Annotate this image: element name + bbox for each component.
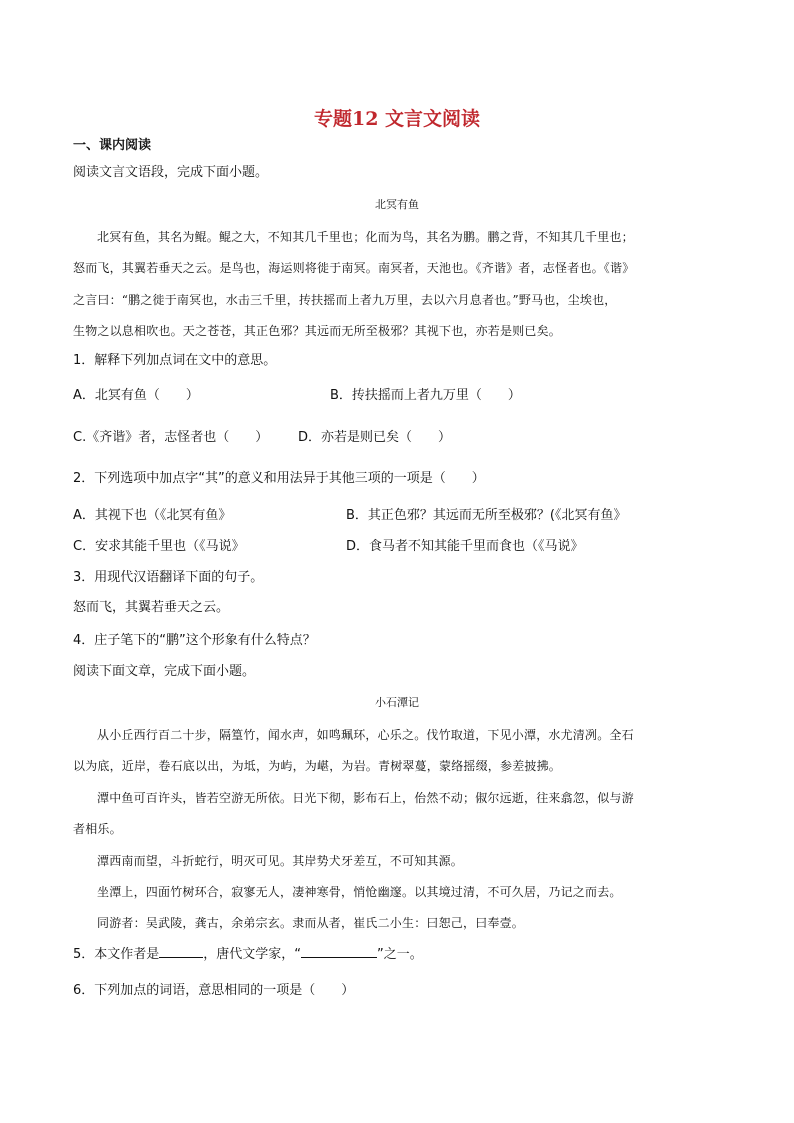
question-stem xyxy=(73,945,423,964)
option-a: A．北冥有鱼（ ） xyxy=(73,388,199,403)
instruction-text: 阅读下面文章，完成下面小题。 xyxy=(73,664,256,679)
option-a: A．其视下也（《北冥有鱼》 xyxy=(73,508,232,523)
passage-line: 坐潭上，四面竹树环合，寂寥无人，凄神寒骨，悄怆幽邃。以其境过清，不可久居，乃记之而去。 xyxy=(97,885,622,899)
passage-title: 北冥有鱼 xyxy=(375,198,419,211)
passage-line: 同游者：吴武陵，龚古，余弟宗玄。隶而从者，崔氏二小生：曰恕己，曰奉壹。 xyxy=(97,916,525,930)
question-text: ，唐代文学家，“ xyxy=(203,947,302,962)
section-heading: 一、课内阅读 xyxy=(73,138,152,153)
passage-line: 生物之以息相吹也。天之苍苍，其正色邪？其远而无所至极邪？其视下也，亦若是则已矣。 xyxy=(73,324,562,338)
answer-blank[interactable] xyxy=(301,945,377,958)
question-stem: 1．解释下列加点词在文中的意思。 xyxy=(73,353,277,368)
option-b: B．其正色邪？其远而无所至极邪？(《北冥有鱼》 xyxy=(346,508,627,523)
option-c: C.《齐谐》者，志怪者也（ ） xyxy=(73,430,269,445)
passage-title: 小石潭记 xyxy=(375,696,419,709)
option-d: D．亦若是则已矣（ ） xyxy=(298,430,452,445)
passage-line: 以为底，近岸，卷石底以出，为坻，为屿，为嵁，为岩。青树翠蔓，蒙络摇缀，参差披拂。 xyxy=(73,759,562,773)
passage-line: 从小丘西行百二十步，隔篁竹，闻水声，如鸣珮环，心乐之。伐竹取道，下见小潭，水尤清冽。全石 xyxy=(97,728,634,742)
passage-line: 者相乐。 xyxy=(73,822,122,836)
passage-line: 潭中鱼可百许头，皆若空游无所依。日光下彻，影布石上，佁然不动；俶尔远逝，往来翕忽，似与游 xyxy=(97,791,634,805)
question-sentence: 怒而飞，其翼若垂天之云。 xyxy=(73,600,230,615)
passage-line: 北冥有鱼，其名为鲲。鲲之大，不知其几千里也；化而为鸟，其名为鹏。鹏之背，不知其几千里也； xyxy=(97,230,634,244)
instruction-text: 阅读文言文语段，完成下面小题。 xyxy=(73,165,269,180)
question-stem: 4．庄子笔下的“鹏”这个形象有什么特点？ xyxy=(73,633,316,648)
answer-blank[interactable] xyxy=(159,945,203,958)
question-stem: 3．用现代汉语翻译下面的句子。 xyxy=(73,570,264,585)
question-text: 5．本文作者是 xyxy=(73,947,160,962)
page-title: 专题12 文言文阅读 xyxy=(313,108,481,130)
question-text: ”之一。 xyxy=(377,947,423,962)
passage-line: 怒而飞，其翼若垂天之云。是鸟也，海运则将徙于南冥。南冥者，天池也。《齐谐》者，志怪者也。《谐》 xyxy=(73,261,635,275)
passage-line: 之言曰：“鹏之徙于南冥也，水击三千里，抟扶摇而上者九万里，去以六月息者也。”野马也，尘埃也， xyxy=(73,293,617,307)
option-b: B．抟扶摇而上者九万里（ ） xyxy=(330,388,521,403)
option-d: D．食马者不知其能千里而食也（《马说》 xyxy=(346,539,584,554)
option-c: C．安求其能千里也（《马说》 xyxy=(73,539,245,554)
question-stem: 6．下列加点的词语，意思相同的一项是（ ） xyxy=(73,983,355,998)
passage-line: 潭西南而望，斗折蛇行，明灭可见。其岸势犬牙差互，不可知其源。 xyxy=(97,854,464,868)
question-stem: 2．下列选项中加点字“其”的意义和用法异于其他三项的一项是（ ） xyxy=(73,471,485,486)
